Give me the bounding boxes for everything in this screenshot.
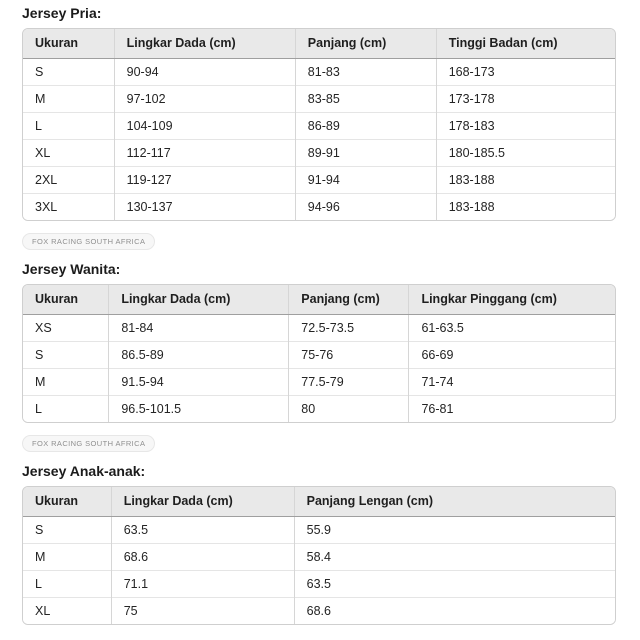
table-cell: 94-96 — [295, 193, 436, 220]
table-cell: 75 — [111, 597, 294, 624]
table-row — [23, 193, 615, 220]
section-jersey-wanita — [22, 262, 616, 452]
size-table — [23, 285, 615, 422]
table-cell: 130-137 — [114, 193, 295, 220]
column-header: Lingkar Dada (cm) — [111, 487, 294, 516]
table-cell: 2XL — [23, 166, 114, 193]
table-cell: 55.9 — [294, 516, 615, 543]
table-cell: 104-109 — [114, 112, 295, 139]
table-row — [23, 597, 615, 624]
table-cell: M — [23, 368, 109, 395]
table-cell: 77.5-79 — [289, 368, 409, 395]
table-header-row — [23, 285, 615, 314]
table-cell: M — [23, 543, 111, 570]
table-header-row — [23, 487, 615, 516]
table-header-row — [23, 29, 615, 58]
table-cell: 58.4 — [294, 543, 615, 570]
table-cell: 83-85 — [295, 85, 436, 112]
column-header: Panjang (cm) — [295, 29, 436, 58]
column-header: Ukuran — [23, 29, 114, 58]
column-header: Panjang (cm) — [289, 285, 409, 314]
table-cell: 68.6 — [294, 597, 615, 624]
table-row — [23, 112, 615, 139]
table-cell: 86.5-89 — [109, 341, 289, 368]
table-cell: S — [23, 341, 109, 368]
table-cell: 91.5-94 — [109, 368, 289, 395]
table-row — [23, 516, 615, 543]
section-jersey-anak-anak — [22, 464, 616, 625]
column-header: Lingkar Dada (cm) — [114, 29, 295, 58]
section-jersey-pria — [22, 6, 616, 250]
column-header: Lingkar Pinggang (cm) — [409, 285, 615, 314]
table-row — [23, 85, 615, 112]
table-row — [23, 368, 615, 395]
table-cell: L — [23, 112, 114, 139]
table-cell: 71.1 — [111, 570, 294, 597]
table-cell: 183-188 — [436, 193, 615, 220]
column-header: Tinggi Badan (cm) — [436, 29, 615, 58]
table-cell: S — [23, 58, 114, 85]
table-row — [23, 58, 615, 85]
table-cell: 63.5 — [294, 570, 615, 597]
table-cell: 91-94 — [295, 166, 436, 193]
section-heading-jersey-wanita: Jersey Wanita: — [22, 261, 121, 277]
table-row — [23, 570, 615, 597]
section-heading-jersey-pria: Jersey Pria: — [22, 5, 102, 21]
table-cell: 178-183 — [436, 112, 615, 139]
table-cell: 63.5 — [111, 516, 294, 543]
table-cell: 112-117 — [114, 139, 295, 166]
column-header: Ukuran — [23, 487, 111, 516]
table-cell: L — [23, 570, 111, 597]
table-cell: 89-91 — [295, 139, 436, 166]
brand-badge: FOX RACING SOUTH AFRICA — [22, 233, 155, 250]
table-cell: XL — [23, 597, 111, 624]
table-cell: 66-69 — [409, 341, 615, 368]
table-cell: 86-89 — [295, 112, 436, 139]
table-cell: 183-188 — [436, 166, 615, 193]
table-cell: 96.5-101.5 — [109, 395, 289, 422]
table-row — [23, 395, 615, 422]
table-cell: 3XL — [23, 193, 114, 220]
table-cell: XS — [23, 314, 109, 341]
table-cell: 76-81 — [409, 395, 615, 422]
table-row — [23, 341, 615, 368]
section-heading-jersey-anak-anak: Jersey Anak-anak: — [22, 463, 146, 479]
table-cell: 81-83 — [295, 58, 436, 85]
table-cell: XL — [23, 139, 114, 166]
column-header: Ukuran — [23, 285, 109, 314]
table-cell: 71-74 — [409, 368, 615, 395]
size-table-anak — [22, 486, 616, 625]
table-cell: 81-84 — [109, 314, 289, 341]
table-cell: 168-173 — [436, 58, 615, 85]
table-row — [23, 139, 615, 166]
table-row — [23, 543, 615, 570]
table-cell: 119-127 — [114, 166, 295, 193]
table-row — [23, 166, 615, 193]
table-cell: 80 — [289, 395, 409, 422]
table-row — [23, 314, 615, 341]
table-cell: 180-185.5 — [436, 139, 615, 166]
table-cell: 90-94 — [114, 58, 295, 85]
table-cell: 173-178 — [436, 85, 615, 112]
table-cell: 68.6 — [111, 543, 294, 570]
table-cell: 72.5-73.5 — [289, 314, 409, 341]
brand-badge: FOX RACING SOUTH AFRICA — [22, 435, 155, 452]
size-table — [23, 487, 615, 624]
column-header: Lingkar Dada (cm) — [109, 285, 289, 314]
column-header: Panjang Lengan (cm) — [294, 487, 615, 516]
size-table-wanita — [22, 284, 616, 423]
table-cell: 61-63.5 — [409, 314, 615, 341]
table-cell: L — [23, 395, 109, 422]
table-cell: 97-102 — [114, 85, 295, 112]
table-cell: 75-76 — [289, 341, 409, 368]
size-table-pria — [22, 28, 616, 221]
table-cell: S — [23, 516, 111, 543]
size-table — [23, 29, 615, 220]
table-cell: M — [23, 85, 114, 112]
